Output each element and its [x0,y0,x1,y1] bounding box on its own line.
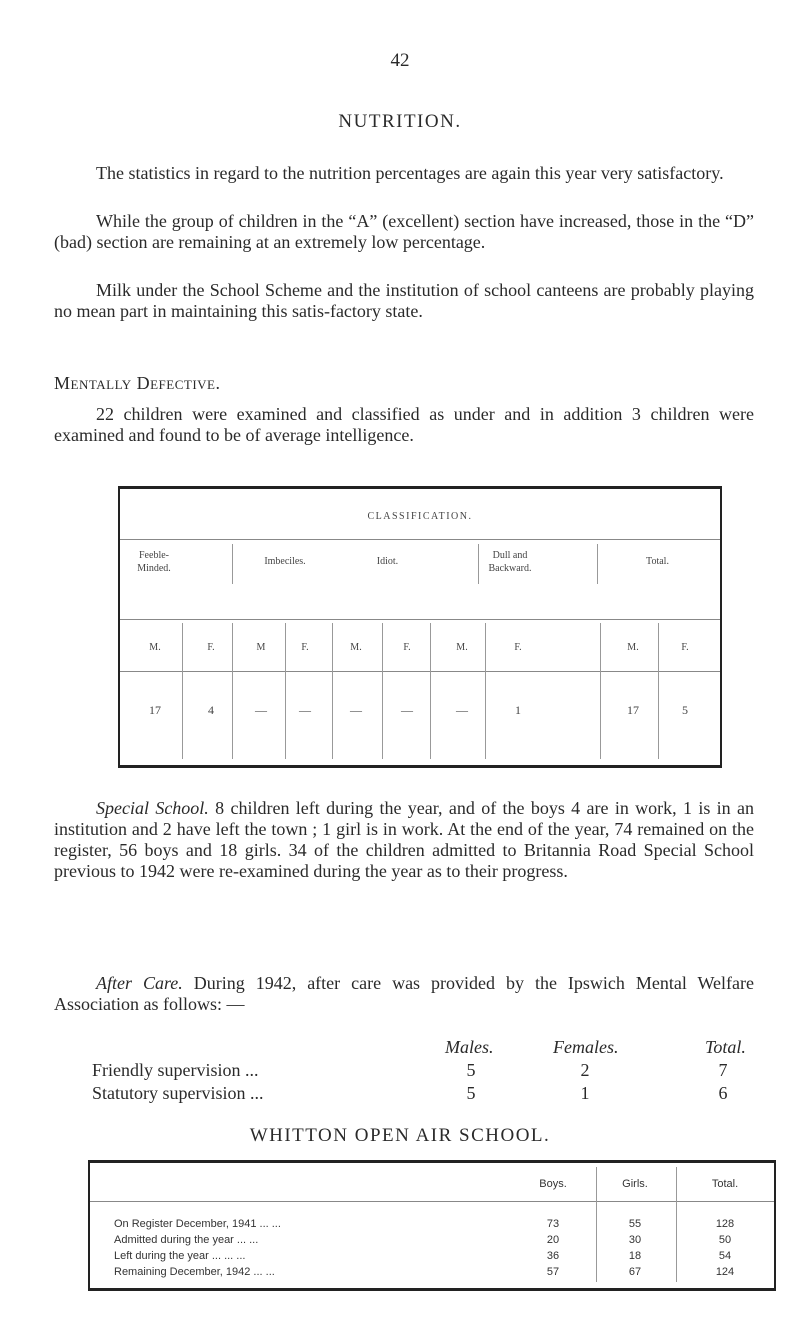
special-school-paragraph [54,798,754,882]
value-imbeciles-f: — [299,703,311,717]
nutrition-paragraph-3: Milk under the School Scheme and the institution of school canteens are probably playing no mean part in maintaining this satis-factory state. [54,280,754,321]
section-title: NUTRITION. [338,111,462,132]
whitton-col-girls: Girls. [622,1178,648,1190]
value-imbeciles-m: — [255,703,267,717]
whitton-row-boys: 36 [546,1250,560,1262]
whitton-row-boys: 73 [546,1218,560,1230]
after-care-label: After Care. [96,973,183,993]
whitton-row-label: Left during the year ... ... ... [114,1250,246,1262]
group-idiot: Idiot. [376,556,399,567]
whitton-row-girls: 18 [628,1250,642,1262]
after-care-col-females: Females. [553,1037,619,1057]
group-feeble-minded: Feeble-Minded. [137,550,171,574]
value-idiot-f: — [401,703,413,717]
after-care-row-label: Statutory supervision ... [92,1083,264,1103]
classification-caption: CLASSIFICATION. [367,511,473,522]
whitton-row-label: Admitted during the year ... ... [114,1234,259,1246]
whitton-row [90,1218,774,1234]
whitton-row-boys: 20 [546,1234,560,1246]
sub-header-dull-f: F. [514,642,522,653]
after-care-row-label: Friendly supervision ... [92,1060,259,1080]
value-dull-m: — [456,703,468,717]
whitton-row-boys: 57 [546,1266,560,1278]
whitton-row-label: On Register December, 1941 ... ... [114,1218,281,1230]
value-idiot-m: — [350,703,362,717]
nutrition-paragraph-1: The statistics in regard to the nutrition percentages are again this year very satisfactory. [96,163,724,183]
after-care-paragraph [54,973,754,1015]
sub-header-total-m: M. [627,642,639,653]
after-care-text: During 1942, after care was provided by the Ipswich Mental Welfare Association as follows: — [54,973,754,1014]
value-dull-f: 1 [515,703,521,717]
after-care-col-males: Males. [445,1037,494,1057]
nutrition-paragraph-2: While the group of children in the “A” (excellent) section have increased, those in the “D” (bad) section are remaining at an extremely low percentage. [54,211,754,252]
group-total: Total. [646,556,669,567]
whitton-title: WHITTON OPEN AIR SCHOOL. [249,1125,551,1146]
after-care-row-females: 1 [580,1083,590,1103]
whitton-row [90,1250,774,1266]
after-care-row-friendly [0,1060,800,1082]
group-dull-and-backward: Dull and Backward. [488,550,532,574]
group-imbeciles: Imbeciles. [264,556,306,567]
special-school-text: 8 children left during the year, and of the boys 4 are in work, 1 is in an institution and 2 have left the town ; 1 girl is in work. At the end of the year, 74 remained on the register, 56 boys and 18 girls. 34 of the children admitted to Britannia Road Special School previous to 1942 were re-examined during the year as to their progress. [54,798,754,881]
value-feeble-m: 17 [149,703,161,717]
whitton-row-girls: 30 [628,1234,642,1246]
whitton-row-total: 54 [718,1250,732,1262]
after-care-row-males: 5 [466,1083,476,1103]
whitton-col-boys: Boys. [539,1178,567,1190]
after-care-col-total: Total. [705,1037,746,1057]
after-care-row-statutory [0,1083,800,1105]
sub-header-feeble-f: F. [207,642,215,653]
sub-header-dull-m: M. [456,642,468,653]
value-total-f: 5 [682,703,688,717]
whitton-row [90,1234,774,1250]
value-total-m: 17 [627,703,639,717]
whitton-table [88,1160,776,1291]
whitton-row-girls: 55 [628,1218,642,1230]
classification-table [118,486,722,768]
sub-header-total-f: F. [681,642,689,653]
whitton-col-total: Total. [711,1178,739,1190]
sub-header-idiot-m: M. [350,642,362,653]
value-feeble-f: 4 [208,703,214,717]
sub-header-imbeciles-m: M [256,642,266,653]
sub-header-idiot-f: F. [403,642,411,653]
after-care-row-females: 2 [580,1060,590,1080]
special-school-label: Special School. [96,798,209,818]
whitton-row-label: Remaining December, 1942 ... ... [114,1266,275,1278]
whitton-row-girls: 67 [628,1266,642,1278]
after-care-row-total: 7 [718,1060,728,1080]
mentally-defective-intro: 22 children were examined and classified as under and in addition 3 children were examined and found to be of average intelligence. [54,404,754,445]
whitton-row-total: 124 [715,1266,735,1278]
whitton-row-total: 128 [715,1218,735,1230]
mentally-defective-heading: Mentally Defective. [54,373,221,393]
sub-header-imbeciles-f: F. [301,642,309,653]
sub-header-feeble-m: M. [149,642,161,653]
whitton-row [90,1266,774,1282]
whitton-row-total: 50 [718,1234,732,1246]
after-care-row-total: 6 [718,1083,728,1103]
after-care-row-males: 5 [466,1060,476,1080]
page-number: 42 [390,50,410,71]
